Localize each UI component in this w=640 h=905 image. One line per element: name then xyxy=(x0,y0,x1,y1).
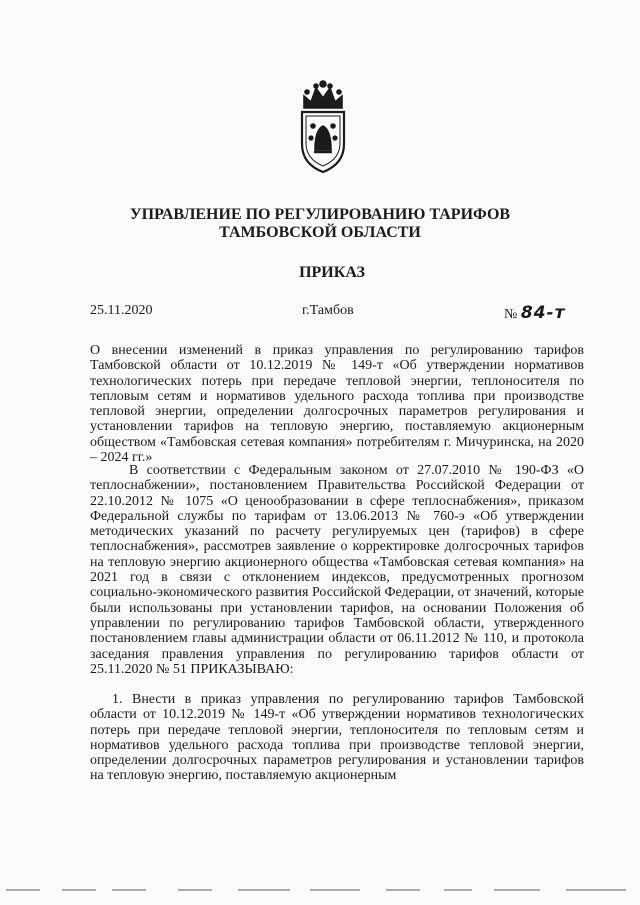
document-date: 25.11.2020 xyxy=(90,303,153,318)
subject-text: О внесении изменений в приказ управления по регулированию тарифов Тамбовской области от 10.12.2019 № 149-т «Об утверждении нормативов технологических потерь при передаче тепловой энергии, теплоносителя по тепловым сетям и нормативов удельного расхода топлива при производстве тепловой энергии, определении долгосрочных параметров регулирования и установлении тарифов на тепловую энергию, поставляемую акционерным обществом «Тамбовская сетевая компания» потребителям г. Мичуринска, на 2020 – 2024 гг.» xyxy=(90,343,584,466)
org-name-line-2: ТАМБОВСКОЙ ОБЛАСТИ xyxy=(219,224,421,241)
coat-of-arms-icon xyxy=(296,78,350,176)
document-subject xyxy=(90,343,584,465)
order-item-1 xyxy=(90,692,584,784)
org-name-line-1: УПРАВЛЕНИЕ ПО РЕГУЛИРОВАНИЮ ТАРИФОВ xyxy=(129,206,511,223)
number-prefix: № xyxy=(504,307,518,322)
document-city: г.Тамбов xyxy=(302,303,354,318)
document-type-title: ПРИКАЗ xyxy=(299,264,365,281)
preamble-text: В соответствии с Федеральным законом от 27.07.2010 № 190-ФЗ «О теплоснабжении», постановлением Правительства Российской Федерации от 22.10.2012 № 1075 «О ценообразовании в сфере теплоснабжения», приказом Федеральной службы по тарифам от 13.06.2013 № 760-э «Об утверждении методических указаний по расчету регулируемых цен (тарифов) в сфере теплоснабжения», рассмотрев заявление о корректировке долгосрочных тарифов на тепловую энергию акционерного общества «Тамбовская сетевая компания» на 2021 год в связи с отклонением индексов, предусмотренных прогнозом социально-экономического развития Российской Федерации, от значений, которые были использованы при установлении тарифов, на основании Положения об управлении по регулированию тарифов Тамбовской области, утвержденного постановлением главы администрации области от 06.11.2012 № 110, и протокола заседания правления управления по регулированию тарифов области от 25.11.2020 № 51 ПРИКАЗЫВАЮ: xyxy=(90,463,584,677)
preamble-paragraph xyxy=(90,463,584,677)
order-item-1-text: 1. Внести в приказ управления по регулированию тарифов Тамбовской области от 10.12.2019 № 149-т «Об утверждении нормативов технологических потерь при передаче тепловой энергии, теплоносителя по тепловым сетям и нормативов удельного расхода топлива при производстве тепловой энергии, определении долгосрочных параметров регулирования и установлении тарифов на тепловую энергию, поставляемую акционерным xyxy=(90,692,584,784)
scan-edge-marks xyxy=(0,885,640,895)
document-number xyxy=(504,303,565,323)
number-handwritten-value: 84-т xyxy=(520,303,566,323)
